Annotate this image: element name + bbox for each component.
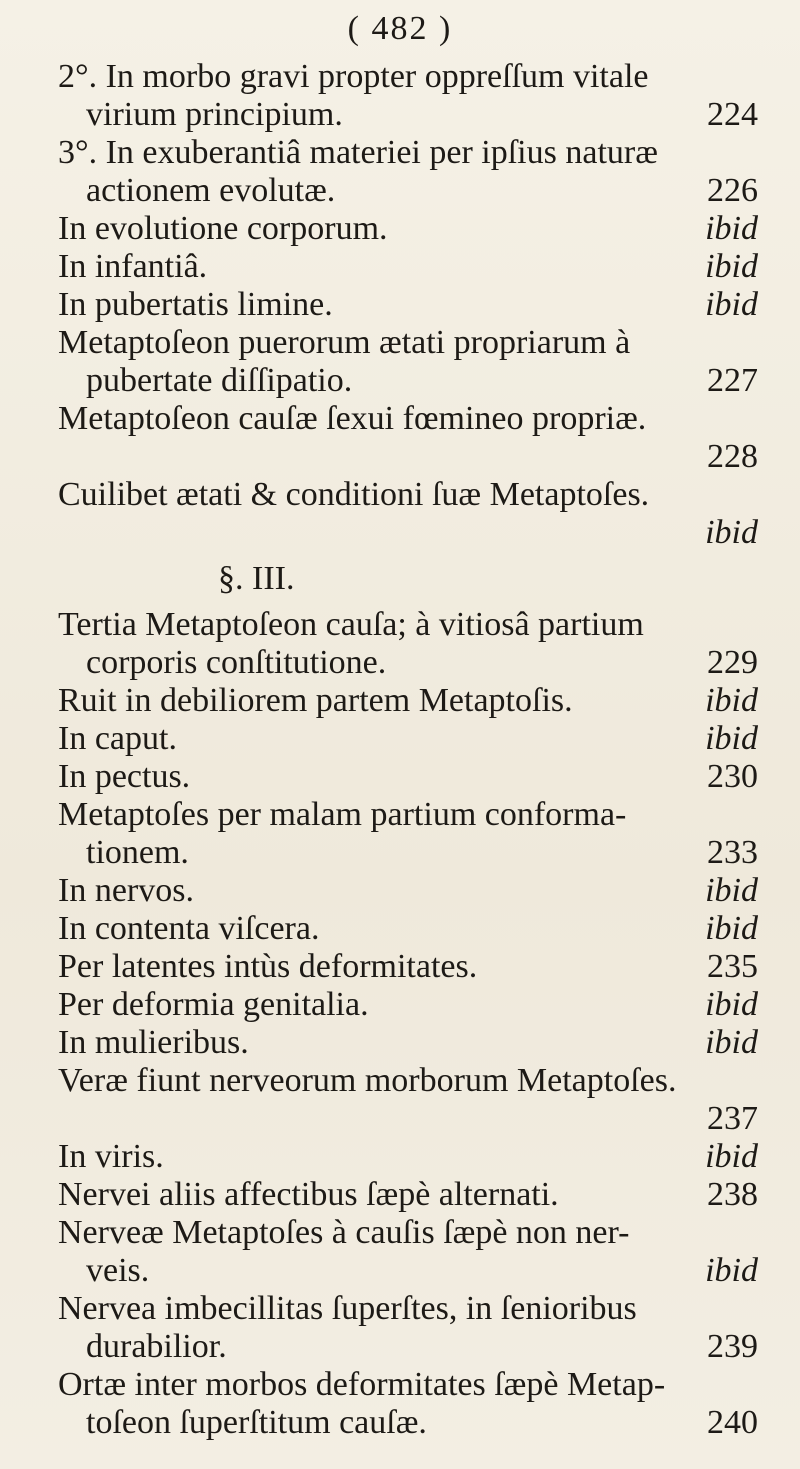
entry-page-ref: ibid bbox=[705, 682, 758, 719]
entry-text: In pubertatis limine. bbox=[58, 286, 333, 323]
entry-page-ref: 239 bbox=[707, 1328, 758, 1365]
entry-text: Nervei aliis affectibus ſæpè alternati. bbox=[58, 1176, 559, 1213]
index-entry bbox=[58, 910, 758, 948]
entry-text: durabilior. bbox=[86, 1328, 227, 1365]
entry-text: Ortæ inter morbos deformitates ſæpè Metap- bbox=[58, 1366, 666, 1403]
index-entry bbox=[58, 58, 758, 96]
index-entry bbox=[58, 172, 758, 210]
entry-page-ref: 227 bbox=[707, 362, 758, 399]
index-entry bbox=[58, 1214, 758, 1252]
entry-page-ref: 230 bbox=[707, 758, 758, 795]
entry-text: corporis conſtitutione. bbox=[86, 644, 387, 681]
entry-page-ref: ibid bbox=[705, 286, 758, 323]
index-entry bbox=[58, 682, 758, 720]
entry-page-ref: ibid bbox=[705, 1138, 758, 1175]
entry-page-ref: ibid bbox=[705, 1024, 758, 1061]
index-entry bbox=[58, 1404, 758, 1442]
index-entry bbox=[58, 758, 758, 796]
index-entry bbox=[58, 796, 758, 834]
entry-text: In nervos. bbox=[58, 872, 194, 909]
index-entry bbox=[58, 720, 758, 758]
entry-text: Per latentes intùs deformitates. bbox=[58, 948, 478, 985]
entry-text: In mulieribus. bbox=[58, 1024, 249, 1061]
entry-text: pubertate diſſipatio. bbox=[86, 362, 353, 399]
index-entry bbox=[58, 362, 758, 400]
entry-page-ref: 240 bbox=[707, 1404, 758, 1441]
index-entries bbox=[58, 58, 758, 1442]
entry-text: actionem evolutæ. bbox=[86, 172, 336, 209]
index-entry bbox=[58, 644, 758, 682]
index-entry bbox=[58, 834, 758, 872]
entry-text: toſeon ſuperſtitum cauſæ. bbox=[86, 1404, 427, 1441]
entry-text: veis. bbox=[86, 1252, 150, 1289]
index-entry bbox=[58, 1176, 758, 1214]
entry-page-ref: ibid bbox=[705, 910, 758, 947]
index-entry bbox=[58, 872, 758, 910]
index-entry bbox=[58, 1290, 758, 1328]
entry-text: In infantiâ. bbox=[58, 248, 208, 285]
index-entry bbox=[58, 476, 758, 514]
index-entry bbox=[58, 134, 758, 172]
entry-text: Metaptoſeon cauſæ ſexui fœmineo propriæ. bbox=[58, 400, 647, 437]
entry-page-ref: 238 bbox=[707, 1176, 758, 1213]
entry-page-ref: ibid bbox=[705, 986, 758, 1023]
index-entry bbox=[58, 248, 758, 286]
index-entry bbox=[58, 1138, 758, 1176]
entry-page-ref: 237 bbox=[707, 1100, 758, 1137]
entry-page-ref: ibid bbox=[705, 872, 758, 909]
section-heading: §. III. bbox=[218, 560, 295, 597]
entry-text: In evolutione corporum. bbox=[58, 210, 388, 247]
entry-page-ref: ibid bbox=[705, 210, 758, 247]
entry-text: 2°. In morbo gravi propter oppreſſum vitale bbox=[58, 58, 649, 95]
index-entry bbox=[58, 210, 758, 248]
entry-text: Ruit in debiliorem partem Metaptoſis. bbox=[58, 682, 573, 719]
entry-text: 3°. In exuberantiâ materiei per ipſius naturæ bbox=[58, 134, 658, 171]
entry-text: In viris. bbox=[58, 1138, 164, 1175]
entry-page-ref: 229 bbox=[707, 644, 758, 681]
entry-text: Cuilibet ætati & conditioni ſuæ Metaptoſes. bbox=[58, 476, 650, 513]
entry-text: Tertia Metaptoſeon cauſa; à vitiosâ partium bbox=[58, 606, 644, 643]
entry-text: Metaptoſeon puerorum ætati propriarum à bbox=[58, 324, 631, 361]
entry-text: tionem. bbox=[86, 834, 189, 871]
index-entry bbox=[58, 1328, 758, 1366]
entry-page-ref: 224 bbox=[707, 96, 758, 133]
entry-text: Nervea imbecillitas ſuperſtes, in ſenioribus bbox=[58, 1290, 637, 1327]
entry-page-ref: ibid bbox=[705, 720, 758, 757]
entry-page-ref: 226 bbox=[707, 172, 758, 209]
entry-page-ref: 233 bbox=[707, 834, 758, 871]
index-entry bbox=[58, 1252, 758, 1290]
index-entry bbox=[58, 606, 758, 644]
index-entry bbox=[58, 286, 758, 324]
entry-text: Metaptoſes per malam partium conforma- bbox=[58, 796, 627, 833]
entry-text: Veræ fiunt nerveorum morborum Metaptoſes. bbox=[58, 1062, 677, 1099]
entry-text: Per deformia genitalia. bbox=[58, 986, 369, 1023]
entry-page-ref: ibid bbox=[705, 514, 758, 551]
entry-text: In pectus. bbox=[58, 758, 191, 795]
entry-page-ref: 235 bbox=[707, 948, 758, 985]
index-entry bbox=[58, 324, 758, 362]
entry-text: In contenta viſcera. bbox=[58, 910, 320, 947]
index-entry bbox=[58, 948, 758, 986]
index-entry bbox=[58, 1062, 758, 1100]
entry-text: virium principium. bbox=[86, 96, 343, 133]
entry-page-ref: ibid bbox=[705, 248, 758, 285]
index-entry bbox=[58, 96, 758, 134]
entry-text: Nerveæ Metaptoſes à cauſis ſæpè non ner- bbox=[58, 1214, 630, 1251]
index-entry bbox=[58, 400, 758, 438]
index-entry bbox=[58, 986, 758, 1024]
page-header: ( 482 ) bbox=[347, 10, 453, 47]
entry-text: In caput. bbox=[58, 720, 177, 757]
index-entry bbox=[58, 1024, 758, 1062]
entry-page-ref: 228 bbox=[707, 438, 758, 475]
entry-page-ref: ibid bbox=[705, 1252, 758, 1289]
index-entry bbox=[58, 1366, 758, 1404]
